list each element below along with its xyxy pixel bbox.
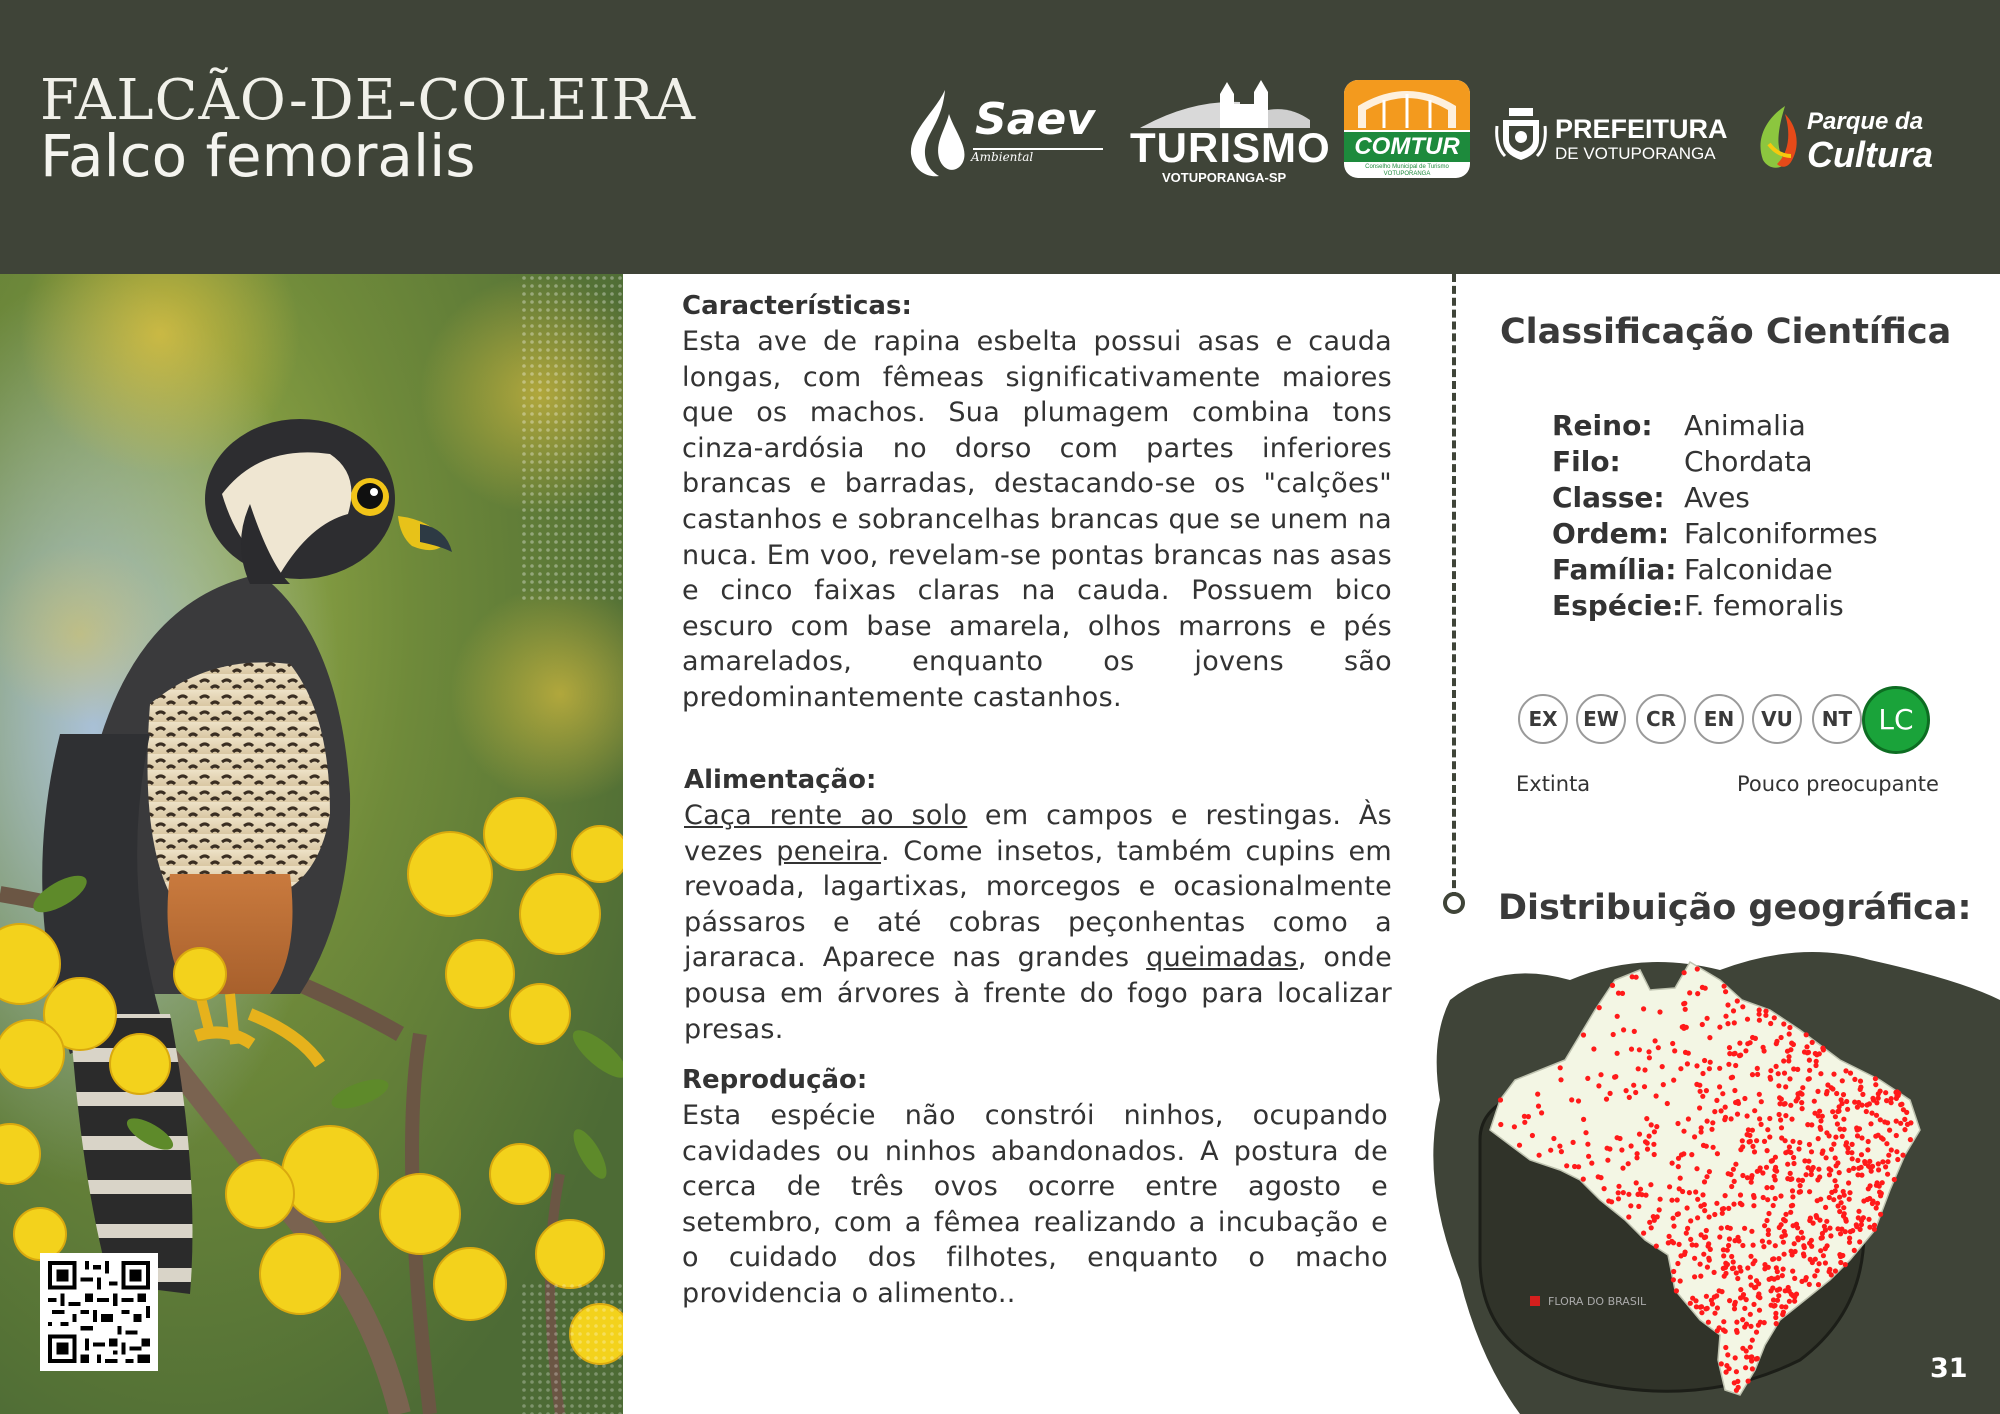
saev-logo bbox=[905, 88, 1105, 178]
water-drop-icon bbox=[905, 88, 975, 178]
status-ex-badge: EX bbox=[1518, 694, 1568, 744]
brazil-distribution-map bbox=[1420, 940, 2000, 1414]
falcon-photo bbox=[0, 274, 623, 1414]
comtur-subtitle: Conselho Municipal de Turismo VOTUPORANGA bbox=[1365, 164, 1449, 177]
status-lc-badge-active: LC bbox=[1862, 686, 1930, 754]
saev-wordmark: Saev bbox=[975, 94, 1095, 145]
caracteristicas-section bbox=[682, 288, 1392, 716]
distribution-map bbox=[1420, 940, 2000, 1414]
taxonomy-row: Espécie:F. femoralis bbox=[1552, 589, 1844, 622]
taxonomy-row: Filo: Chordata bbox=[1552, 445, 1813, 478]
prefeitura-wordmark: PREFEITURA bbox=[1555, 114, 1728, 144]
arch-building-icon bbox=[1344, 80, 1470, 130]
turismo-subtitle: VOTUPORANGA-SP bbox=[1162, 170, 1287, 185]
church-skyline-icon bbox=[1130, 80, 1315, 130]
status-vu-badge: VU bbox=[1752, 694, 1802, 744]
alimentacao-text: Caça rente ao solo em campos e restingas. Às vezes peneira. Come insetos, também cupins em revoada, lagartixas, morcegos e ocasionalmente pássaros e até cobras peçonhentas como a jararaca. Aparece nas grandes queimadas, onde pousa em árvores à frente do fogo para localizar presas. bbox=[684, 800, 1392, 1045]
status-cr-badge: CR bbox=[1636, 694, 1686, 744]
link-peneira[interactable]: peneira bbox=[776, 835, 882, 867]
status-nt-badge: NT bbox=[1812, 694, 1862, 744]
taxonomy-row: Ordem: Falconiformes bbox=[1552, 517, 1878, 550]
dashed-divider bbox=[1452, 274, 1456, 900]
classification-title: Classificação Científica bbox=[1500, 312, 1952, 352]
saev-subtitle: Ambiental bbox=[971, 150, 1034, 164]
comtur-wordmark: COMTUR bbox=[1344, 132, 1470, 162]
status-ew-badge: EW bbox=[1576, 694, 1626, 744]
turismo-wordmark: TURISMO bbox=[1130, 124, 1331, 171]
taxonomy-row: Reino: Animalia bbox=[1552, 409, 1806, 442]
falcon-on-ipe-branch-image bbox=[0, 274, 623, 1414]
taxonomy-row: Classe: Aves bbox=[1552, 481, 1750, 514]
link-queimadas[interactable]: queimadas bbox=[1146, 942, 1298, 974]
link-caca-rente-ao-solo[interactable]: Caça rente ao solo bbox=[684, 800, 968, 831]
reproducao-title: Reprodução: bbox=[682, 1065, 868, 1095]
status-en-badge: EN bbox=[1694, 694, 1744, 744]
leaf-icon bbox=[1755, 104, 1805, 174]
city-coat-of-arms-icon bbox=[1495, 106, 1547, 162]
status-scale-left-label: Extinta bbox=[1516, 772, 1591, 796]
parque-wordmark-line2: Cultura bbox=[1807, 134, 1933, 175]
scientific-name-title: Falco femoralis bbox=[40, 122, 476, 190]
qr-code[interactable] bbox=[40, 1253, 158, 1371]
reproducao-section bbox=[682, 1062, 1388, 1312]
status-scale-right-label: Pouco preocupante bbox=[1737, 772, 1939, 796]
taxonomy-row: Família: Falconidae bbox=[1552, 553, 1833, 586]
reproducao-text: Esta espécie não constrói ninhos, ocupando cavidades ou ninhos abandonados. A postura de cerca de três ovos ocorre entre agosto e setembro, com a fêmea realizando a incubação e o cuidado dos filhotes, enquanto o macho providencia o alimento.. bbox=[682, 1100, 1388, 1309]
header-bar bbox=[0, 0, 2000, 274]
parque-da-cultura-logo bbox=[1755, 104, 1955, 174]
prefeitura-subtitle: DE VOTUPORANGA bbox=[1555, 144, 1716, 163]
conservation-status-scale bbox=[1518, 686, 1938, 752]
parque-wordmark-line1: Parque da bbox=[1807, 108, 1924, 135]
caracteristicas-title: Características: bbox=[682, 291, 912, 321]
qr-code-image bbox=[40, 1253, 158, 1371]
comtur-logo bbox=[1344, 80, 1470, 178]
alimentacao-title: Alimentação: bbox=[684, 765, 877, 795]
prefeitura-logo bbox=[1495, 104, 1735, 168]
taxonomy-list bbox=[1552, 408, 1878, 624]
turismo-logo bbox=[1130, 80, 1331, 185]
alimentacao-section bbox=[684, 762, 1392, 1047]
divider-end-dot bbox=[1443, 892, 1465, 914]
caracteristicas-text: Esta ave de rapina esbelta possui asas e cauda longas, com fêmeas significativamente maiores que os machos. Sua plumagem combina tons cinza-ardósia no dorso com partes inferiores brancas e barradas, destacando-se os "calções" castanhos e sobrancelhas brancas que se unem na nuca. Em voo, revelam-se pontas brancas nas asas e cinco faixas claras na cauda. Possuem bico escuro com base amarela, olhos marrons e pés amarelados, enquanto os jovens são predominantemente castanhos. bbox=[682, 326, 1392, 713]
common-name-title: FALCÃO-DE-COLEIRA bbox=[40, 68, 697, 133]
distribution-title: Distribuição geográfica: bbox=[1498, 888, 1972, 928]
map-legend-label: FLORA DO BRASIL bbox=[1548, 1295, 1647, 1308]
page-number: 31 bbox=[1930, 1353, 1968, 1384]
